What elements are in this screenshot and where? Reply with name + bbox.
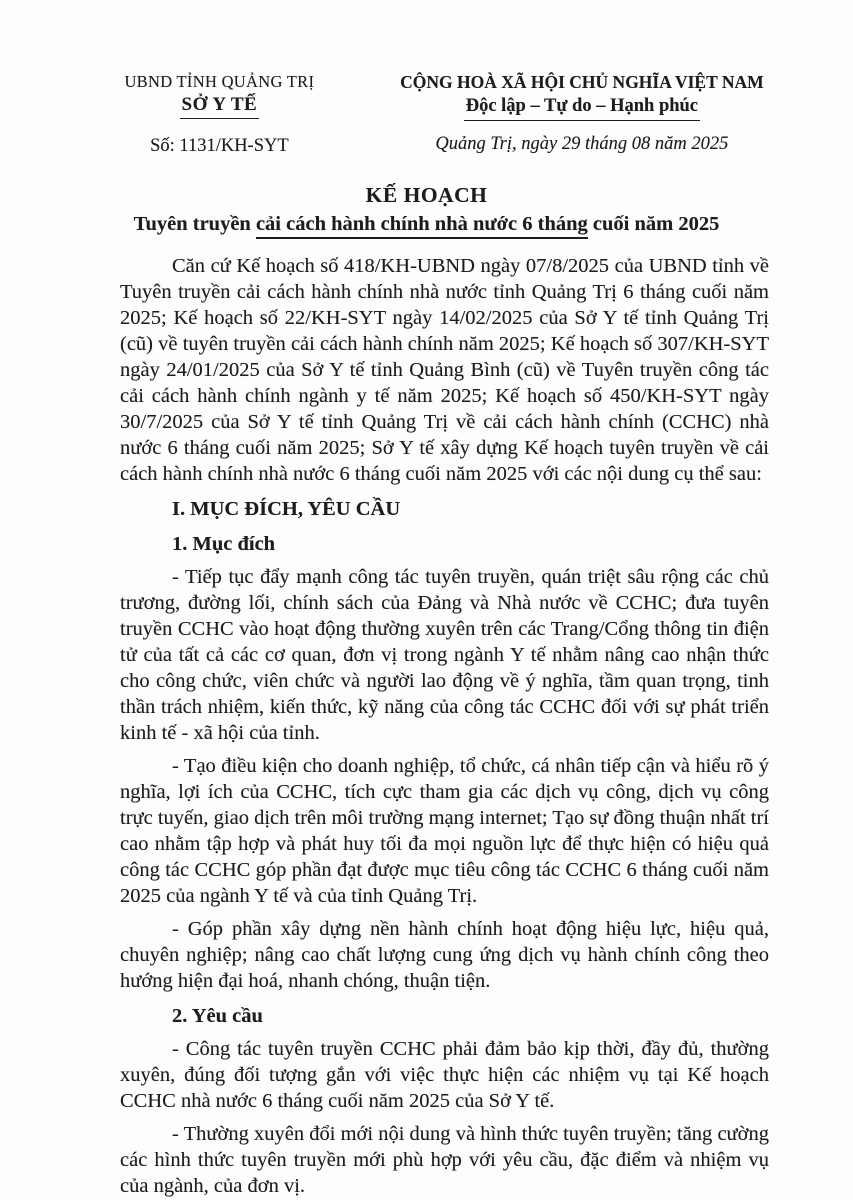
place-date: Quảng Trị, ngày 29 tháng 08 năm 2025 — [435, 134, 729, 154]
document-number: Số: 1131/KH-SYT — [150, 136, 289, 156]
subsection-heading-requirements: 2. Yêu cầu — [172, 1005, 263, 1027]
national-motto: Độc lập – Tự do – Hạnh phúc — [464, 96, 700, 121]
subtitle-prefix: Tuyên truyền — [133, 213, 256, 235]
paragraph-purpose-1: - Tiếp tục đẩy mạnh công tác tuyên truyền, quán triệt sâu rộng các chủ trương, đường lối, chính sách của Đảng và Nhà nước về CCHC; đưa tuyên truyền CCHC vào hoạt động thường xuyên trên các Trang/Cổng thông tin điện tử của tất cả các cơ quan, đơn vị trong ngành Y tế nhằm nâng cao nhận thức cho công chức, viên chức và người lao động về ý nghĩa, tầm quan trọng, tinh thần trách nhiệm, kiến thức, kỹ năng của công tác CCHC đối với sự phát triển kinh tế - xã hội của tỉnh. — [120, 566, 769, 744]
section-heading-purpose-requirements: I. MỤC ĐÍCH, YÊU CẦU — [172, 498, 401, 520]
document-subtitle — [0, 213, 853, 236]
issuer-block — [78, 72, 361, 157]
paragraph-requirement-2: - Thường xuyên đổi mới nội dung và hình thức tuyên truyền; tăng cường các hình thức tuyên truyền mới phù hợp với yêu cầu, đặc điểm và nhiệm vụ của ngành, của đơn vị. — [120, 1123, 769, 1197]
national-motto-line — [361, 96, 803, 121]
paragraph-purpose-2: - Tạo điều kiện cho doanh nghiệp, tổ chức, cá nhân tiếp cận và hiểu rõ ý nghĩa, lợi ích của CCHC, tích cực tham gia các dịch vụ công, dịch vụ công trực tuyến, giao dịch trên môi trường mạng internet; Tạo sự đồng thuận nhất trí cao nhằm tập hợp và phát huy tối đa mọi nguồn lực để thực hiện có hiệu quả công tác CCHC góp phần đạt được mục tiêu công tác CCHC 6 tháng cuối năm 2025 của ngành Y tế và của tỉnh Quảng Trị. — [120, 755, 769, 907]
paragraph-legal-basis: Căn cứ Kế hoạch số 418/KH-UBND ngày 07/8/2025 của UBND tỉnh về Tuyên truyền cải cách hành chính nhà nước tỉnh Quảng Trị 6 tháng cuối năm 2025; Kế hoạch số 22/KH-SYT ngày 14/02/2025 của Sở Y tế tỉnh Quảng Trị (cũ) về tuyên truyền cải cách hành chính năm 2025; Kế hoạch số 307/KH-SYT ngày 24/01/2025 của Sở Y tế tỉnh Quảng Bình (cũ) về Tuyên truyền công tác cải cách hành chính ngành y tế năm 2025; Kế hoạch số 450/KH-SYT ngày 30/7/2025 của Sở Y tế tỉnh Quảng Trị về cải cách hành chính (CCHC) nhà nước 6 tháng cuối năm 2025; Sở Y tế xây dựng Kế hoạch tuyên truyền về cải cách hành chính nhà nước 6 tháng cuối năm 2025 với các nội dung cụ thể sau: — [120, 255, 769, 485]
paragraph-purpose-3: - Góp phần xây dựng nền hành chính hoạt động hiệu lực, hiệu quả, chuyên nghiệp; nâng cao chất lượng cung ứng dịch vụ hành chính công theo hướng hiện đại hoá, nhanh chóng, thuận tiện. — [120, 918, 769, 992]
national-block — [361, 72, 803, 157]
subtitle-underlined-part: cải cách hành chính nhà nước 6 tháng — [256, 213, 588, 239]
issuer-department-line — [78, 94, 361, 119]
national-title: CỘNG HOÀ XÃ HỘI CHỦ NGHĨA VIỆT NAM — [400, 72, 764, 92]
paragraph-requirement-1: - Công tác tuyên truyền CCHC phải đảm bảo kịp thời, đầy đủ, thường xuyên, đúng đối tượng gắn với việc thực hiện các nhiệm vụ tại Kế hoạch CCHC nhà nước 6 tháng cuối năm 2025 của Sở Y tế. — [120, 1038, 769, 1112]
document-title: KẾ HOẠCH — [365, 183, 488, 207]
issuer-department: SỞ Y TẾ — [180, 94, 260, 119]
subsection-heading-purpose: 1. Mục đích — [172, 533, 276, 555]
document-header — [0, 72, 853, 157]
subtitle-suffix: cuối năm 2025 — [587, 213, 720, 235]
title-block — [0, 183, 853, 236]
issuer-parent-org: UBND TỈNH QUẢNG TRỊ — [124, 72, 315, 91]
document-body — [120, 253, 769, 1199]
